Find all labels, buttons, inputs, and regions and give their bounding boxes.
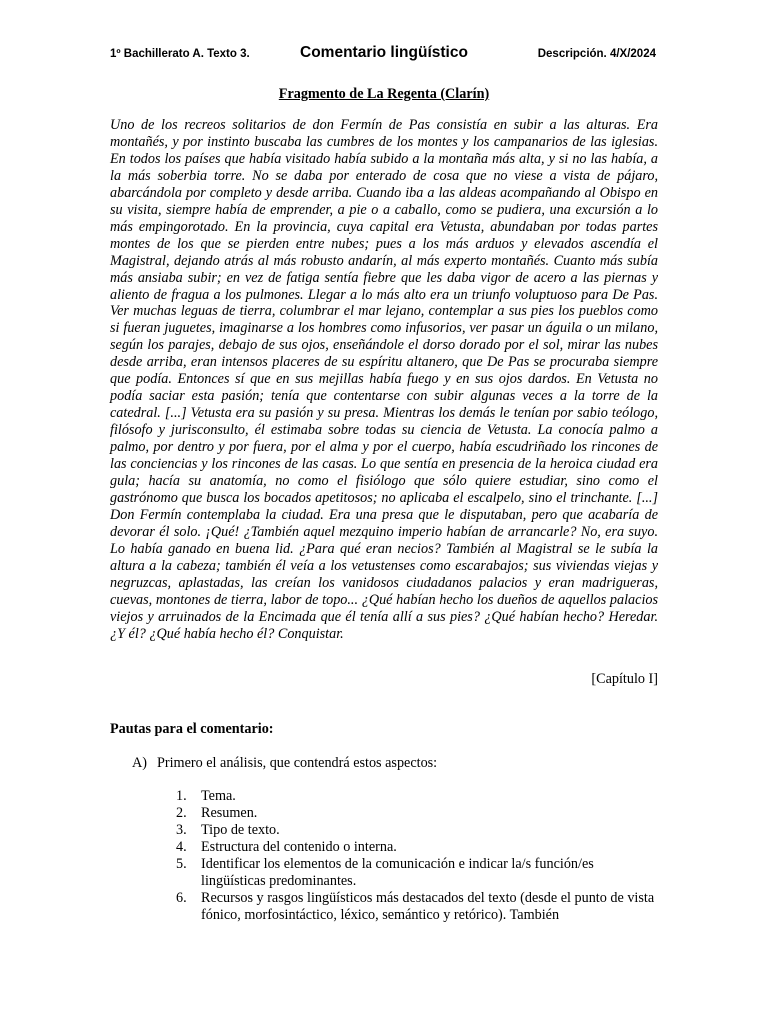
- list-item-text: Estructura del contenido o interna.: [201, 838, 397, 855]
- fragment-text: Uno de los recreos solitarios de don Fermín de Pas consistía en subir a las alturas. Era montañés, y por instinto buscaba las cumbres de los montes y los campanarios de las iglesias. En todos los países que había visitado había subido a la montaña más alta, y si no las había, a la más soberbia torre. No se daba por enterado de cosa que no viese a vista de pájaro, abarcándola por completo y desde arriba. Cuando iba a las aldeas acompañando al Obispo en su visita, siempre había de emprender, a pie o a caballo, como se pudiera, una excursión a lo más empingorotado. En la provincia, cuya capital era Vetusta, abundaban por todas partes montes de los que se pierden entre nubes; pues a los más arduos y elevados ascendía el Magistral, dejando atrás al más robusto andarín, al más experto montañés. Cuanto más subía más ansiaba subir; en vez de fatiga sentía fiebre que les daba vigor de acero a las piernas y aliento de fragua a los pulmones. Llegar a lo más alto era un triunfo voluptuoso para De Pas. Ver muchas leguas de tierra, columbrar el mar lejano, contemplar a sus pies los pueblos como si fueran juguetes, imaginarse a los hombres como infusorios, ver pasar un águila o un milano, según los parajes, debajo de sus ojos, enseñándole el dorso dorado por el sol, mirar las nubes desde arriba, eran intensos placeres de su espíritu altanero, que De Pas se procuraba siempre que podía. Entonces sí que en sus mejillas había fuego y en sus ojos dardos. En Vetusta no podía saciar esta pasión; tenía que contentarse con subir algunas veces a la torre de la catedral. [...] Vetusta era su pasión y su presa. Mientras los demás le tenían por sabio teólogo, filósofo y jurisconsulto, él estimaba sobre todas su ciencia de Vetusta. La conocía palmo a palmo, por dentro y por fuera, por el alma y por el cuerpo, había escudriñado los rincones de las conciencias y los rincones de las casas. Lo que sentía en presencia de la heroica ciudad era gula; hacía su anatomía, no como el fisiólogo que sólo quiere estudiar, sino como el gastrónomo que busca los bocados apetitosos; no aplicaba el escalpelo, sino el trinchante. [...] Don Fermín contemplaba la ciudad. Era una presa que le disputaban, pero que acabaría de devorar él solo. ¡Qué! ¿También aquel mezquino imperio habían de arrancarle? No, era suyo. Lo había ganado en buena lid. ¿Para qué eran necios? También al Magistral se le subía la altura a la cabeza; también él veía a los vetustenses como escarabajos; sus viviendas viejas y negruzcas, aplastadas, las creían los vanidosos ciudadanos palacios y eran madrigueras, cuevas, montones de tierra, labor de topo... ¿Qué habían hecho los dueños de aquellos palacios viejos y arruinados de la Encimada que él tenía allí a sus pies? ¿Qué habían hecho? Heredar. ¿Y él? ¿Qué había hecho él? Conquistar.: [110, 117, 658, 642]
- list-item-text: Tema.: [201, 788, 236, 804]
- list-item-text: Identificar los elementos de la comunicación e indicar la/s función/es lingüísticas predominantes.: [201, 855, 594, 889]
- document-title: Comentario lingüístico: [300, 44, 468, 61]
- section-a-marker: A): [132, 755, 147, 771]
- chapter-reference: [Capítulo I]: [591, 671, 658, 687]
- list-item-text: Resumen.: [201, 804, 258, 821]
- guidelines-list: [176, 788, 658, 924]
- list-item-number: 1.: [176, 788, 187, 804]
- list-item-number: 6.: [176, 889, 187, 906]
- page-header: [110, 44, 656, 66]
- list-item: [176, 890, 658, 924]
- list-item-number: 5.: [176, 855, 187, 872]
- list-item: [176, 805, 658, 822]
- list-item: [176, 788, 658, 805]
- list-item-number: 4.: [176, 838, 187, 855]
- list-item-number: 3.: [176, 821, 187, 838]
- section-a: [132, 755, 437, 772]
- list-item-number: 2.: [176, 804, 187, 821]
- assignment-date: Descripción. 4/X/2024: [537, 48, 656, 60]
- list-item: [176, 856, 658, 890]
- section-a-text: Primero el análisis, que contendrá estos aspectos:: [157, 755, 438, 771]
- list-item-text: Recursos y rasgos lingüísticos más destacados del texto (desde el punto de vista fónico, morfosintáctico, léxico, semántico y retórico). También: [201, 889, 655, 923]
- fragment-title: Fragmento de La Regenta (Clarín): [278, 86, 490, 102]
- list-item-text: Tipo de texto.: [201, 821, 280, 838]
- course-label: 1º Bachillerato A. Texto 3.: [110, 48, 250, 60]
- list-item: [176, 839, 658, 856]
- guidelines-title: Pautas para el comentario:: [110, 721, 274, 737]
- list-item: [176, 822, 658, 839]
